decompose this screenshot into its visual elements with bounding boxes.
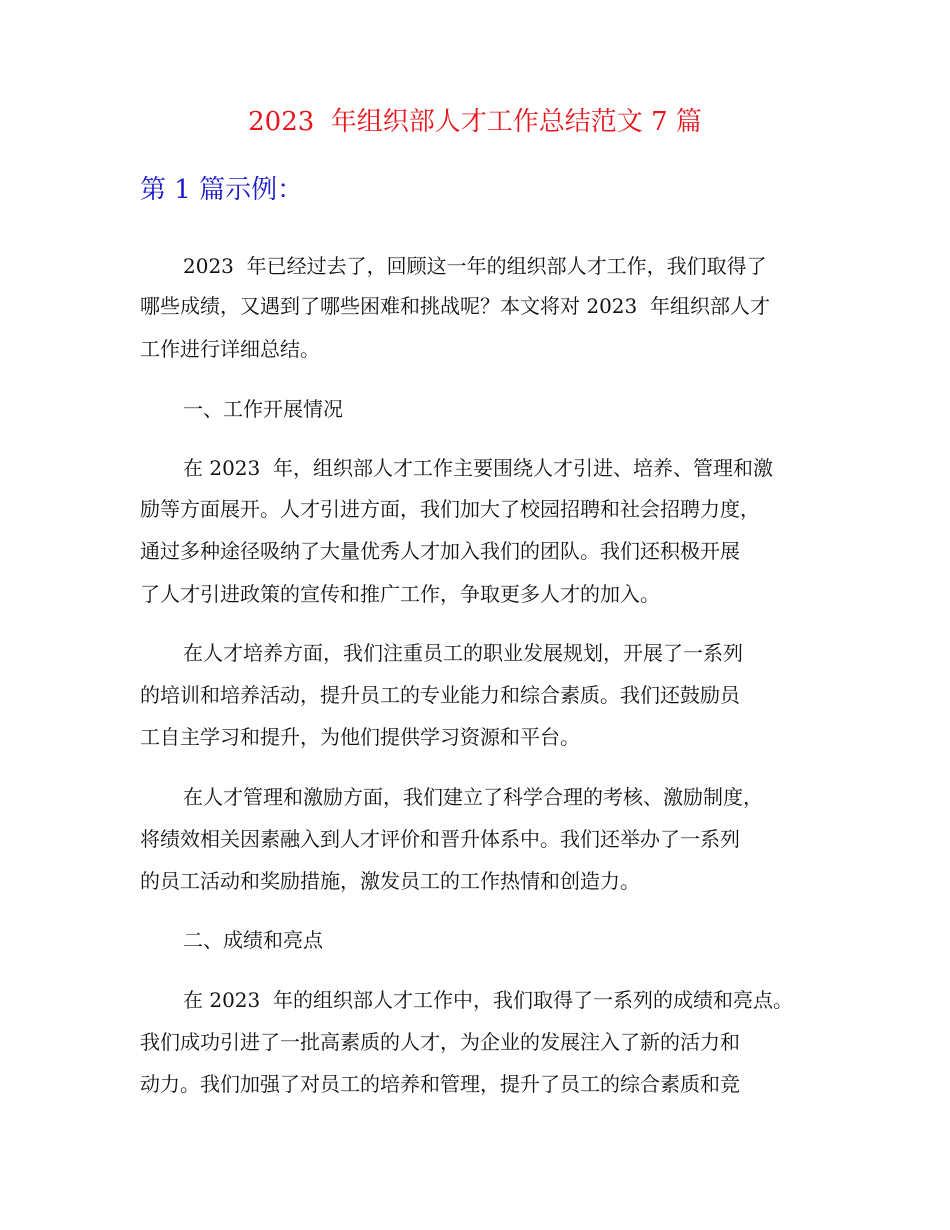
document-title: 2023 年组织部人才工作总结范文 7 篇 (248, 107, 702, 137)
paragraph-line: 了人才引进政策的宣传和推广工作，争取更多人才的加入。 (140, 582, 660, 606)
paragraph-line: 的培训和培养活动，提升员工的专业能力和综合素质。我们还鼓励员 (140, 683, 740, 707)
section-heading: 第 1 篇示例： (140, 175, 304, 205)
paragraph-line: 通过多种途径吸纳了大量优秀人才加入我们的团队。我们还积极开展 (140, 539, 740, 563)
paragraph-line: 在 2023 年的组织部人才工作中，我们取得了一系列的成绩和亮点。 (183, 988, 793, 1012)
paragraph-line: 2023 年已经过去了，回顾这一年的组织部人才工作，我们取得了 (183, 254, 767, 278)
paragraph-line: 工自主学习和提升，为他们提供学习资源和平台。 (140, 725, 580, 749)
paragraph-line: 动力。我们加强了对员工的培养和管理，提升了员工的综合素质和竞 (140, 1072, 740, 1096)
paragraph-line: 工作进行详细总结。 (140, 337, 320, 361)
paragraph-line: 在人才培养方面，我们注重员工的职业发展规划，开展了一系列 (183, 641, 743, 665)
subsection-heading: 一、工作开展情况 (183, 397, 343, 421)
paragraph-line: 哪些成绩，又遇到了哪些困难和挑战呢？本文将对 2023 年组织部人才 (140, 294, 770, 318)
paragraph-line: 在人才管理和激励方面，我们建立了科学合理的考核、激励制度， (183, 785, 763, 809)
paragraph-line: 的员工活动和奖励措施，激发员工的工作热情和创造力。 (140, 869, 640, 893)
subsection-heading: 二、成绩和亮点 (183, 928, 323, 952)
paragraph-line: 我们成功引进了一批高素质的人才，为企业的发展注入了新的活力和 (140, 1030, 740, 1054)
paragraph-line: 励等方面展开。人才引进方面，我们加大了校园招聘和社会招聘力度， (140, 497, 760, 521)
paragraph-line: 将绩效相关因素融入到人才评价和晋升体系中。我们还举办了一系列 (140, 827, 740, 851)
paragraph-line: 在 2023 年，组织部人才工作主要围绕人才引进、培养、管理和激 (183, 456, 773, 480)
